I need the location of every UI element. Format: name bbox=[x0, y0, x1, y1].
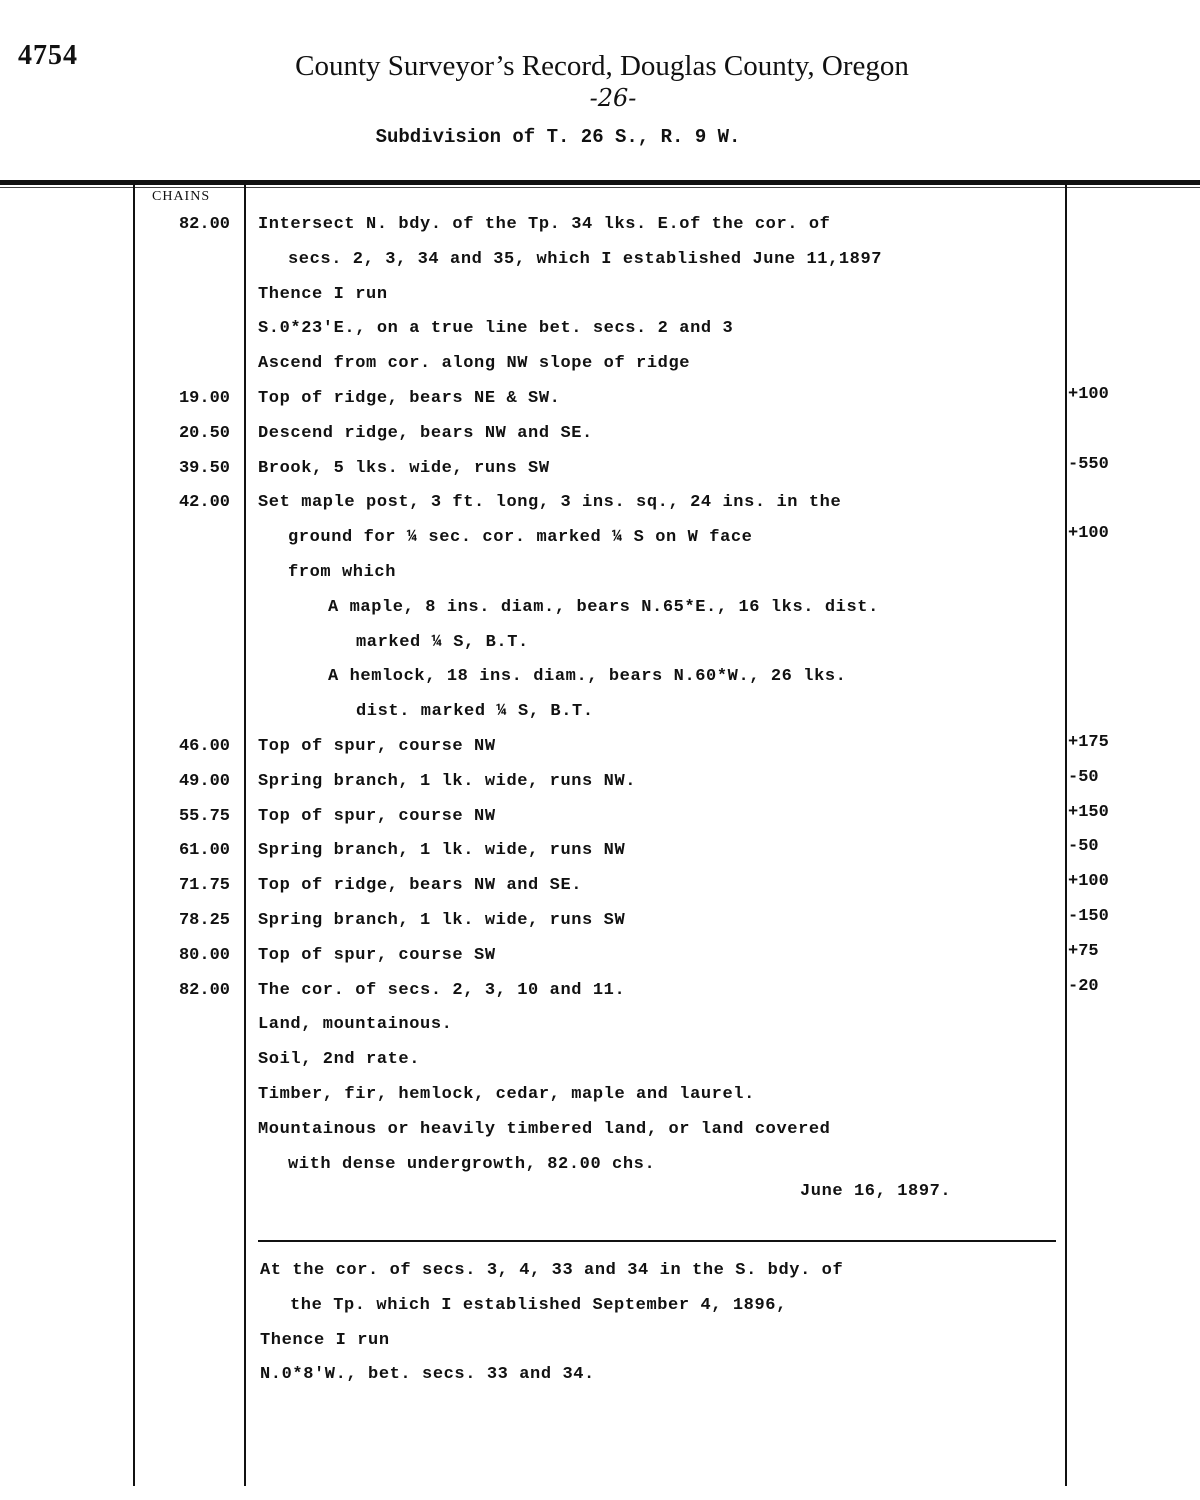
note-row bbox=[0, 1289, 1200, 1323]
note-text: marked ¼ S, B.T. bbox=[356, 632, 529, 652]
note-row bbox=[0, 869, 1200, 903]
note-row bbox=[0, 1254, 1200, 1288]
note-text: Spring branch, 1 lk. wide, runs NW bbox=[258, 841, 626, 861]
chain-distance: 19.00 bbox=[178, 389, 230, 408]
note-text: Thence I run bbox=[260, 1330, 390, 1350]
note-text: from which bbox=[288, 563, 397, 582]
note-row bbox=[0, 521, 1200, 555]
elevation-change: +75 bbox=[1068, 941, 1099, 961]
note-row bbox=[0, 1078, 1200, 1112]
note-text: The cor. of secs. 2, 3, 10 and 11. bbox=[258, 980, 626, 1000]
handwritten-page-number: -26- bbox=[589, 84, 637, 112]
note-text: At the cor. of secs. 3, 4, 33 and 34 in the S. bdy. of bbox=[260, 1261, 844, 1280]
chain-distance: 71.75 bbox=[178, 876, 230, 896]
note-text: Ascend from cor. along NW slope of ridge bbox=[258, 354, 691, 374]
note-row bbox=[0, 243, 1200, 277]
note-row bbox=[0, 1324, 1200, 1358]
note-row bbox=[0, 765, 1200, 799]
elevation-change: +100 bbox=[1068, 872, 1109, 892]
chain-distance: 82.00 bbox=[178, 215, 230, 234]
note-text: Top of spur, course NW bbox=[258, 737, 496, 756]
note-row bbox=[0, 556, 1200, 590]
elevation-change: +175 bbox=[1068, 733, 1109, 752]
note-row bbox=[0, 695, 1200, 729]
note-row bbox=[0, 486, 1200, 520]
chain-distance: 49.00 bbox=[178, 771, 230, 791]
chain-distance: 20.50 bbox=[178, 423, 230, 443]
note-text: with dense undergrowth, 82.00 chs. bbox=[288, 1154, 656, 1174]
note-row bbox=[0, 591, 1200, 625]
note-text: N.0*8'W., bet. secs. 33 and 34. bbox=[260, 1365, 595, 1385]
section-separator bbox=[258, 1240, 1056, 1242]
page-number: 4754 bbox=[18, 40, 78, 71]
chain-distance: 39.50 bbox=[178, 458, 230, 478]
elevation-change: -50 bbox=[1068, 767, 1099, 787]
note-row bbox=[0, 904, 1200, 938]
note-text: Thence I run bbox=[258, 284, 388, 304]
note-text: Top of ridge, bears NE & SW. bbox=[258, 389, 561, 408]
note-row bbox=[0, 626, 1200, 660]
header-rule-thin bbox=[0, 187, 1200, 188]
note-text: Land, mountainous. bbox=[258, 1015, 453, 1035]
note-text: Spring branch, 1 lk. wide, runs SW bbox=[258, 911, 626, 930]
note-row bbox=[0, 939, 1200, 973]
chain-distance: 80.00 bbox=[178, 945, 230, 965]
note-row bbox=[0, 974, 1200, 1008]
note-text: Top of ridge, bears NW and SE. bbox=[258, 876, 583, 896]
note-row bbox=[0, 1008, 1200, 1042]
note-row bbox=[0, 1043, 1200, 1077]
elevation-change: -150 bbox=[1068, 907, 1109, 926]
note-row bbox=[0, 278, 1200, 312]
note-text: Top of spur, course NW bbox=[258, 806, 496, 826]
note-text: the Tp. which I established September 4, 1896, bbox=[290, 1295, 787, 1315]
elevation-change: +100 bbox=[1068, 524, 1109, 544]
note-text: secs. 2, 3, 34 and 35, which I established June 11,1897 bbox=[288, 249, 883, 269]
note-row bbox=[0, 1148, 1200, 1182]
note-row bbox=[0, 730, 1200, 764]
elevation-change: -50 bbox=[1068, 837, 1099, 857]
chain-distance: 82.00 bbox=[178, 980, 230, 1000]
note-row bbox=[0, 452, 1200, 486]
chain-distance: 42.00 bbox=[178, 493, 230, 513]
note-text: Spring branch, 1 lk. wide, runs NW. bbox=[258, 771, 637, 791]
chain-distance: 55.75 bbox=[178, 806, 230, 826]
note-row bbox=[0, 347, 1200, 381]
elevation-change: -20 bbox=[1068, 976, 1099, 996]
chain-distance: 78.25 bbox=[178, 911, 230, 930]
note-text: Set maple post, 3 ft. long, 3 ins. sq., 24 ins. in the bbox=[258, 493, 842, 513]
chains-column-header: CHAINS bbox=[152, 189, 211, 204]
note-text: dist. marked ¼ S, B.T. bbox=[356, 702, 594, 722]
note-text: S.0*23'E., on a true line bet. secs. 2 and 3 bbox=[258, 319, 734, 339]
note-text: Timber, fir, hemlock, cedar, maple and laurel. bbox=[258, 1085, 755, 1104]
elevation-change: +150 bbox=[1068, 802, 1109, 822]
subdivision-title: Subdivision of T. 26 S., R. 9 W. bbox=[375, 126, 741, 148]
note-row bbox=[0, 312, 1200, 346]
entry-date: June 16, 1897. bbox=[800, 1182, 952, 1201]
note-text: Descend ridge, bears NW and SE. bbox=[258, 423, 593, 443]
chain-distance: 61.00 bbox=[178, 841, 230, 861]
note-text: A maple, 8 ins. diam., bears N.65*E., 16 lks. dist. bbox=[328, 597, 879, 617]
elevation-change: +100 bbox=[1068, 385, 1109, 404]
record-title: County Surveyor’s Record, Douglas County, Oregon bbox=[295, 50, 909, 82]
note-row bbox=[0, 1113, 1200, 1147]
note-text: A hemlock, 18 ins. diam., bears N.60*W., 26 lks. bbox=[328, 667, 847, 687]
note-row bbox=[0, 660, 1200, 694]
note-row bbox=[0, 417, 1200, 451]
note-text: Brook, 5 lks. wide, runs SW bbox=[258, 458, 550, 478]
chain-distance: 46.00 bbox=[178, 737, 230, 756]
note-text: Soil, 2nd rate. bbox=[258, 1050, 421, 1070]
note-text: ground for ¼ sec. cor. marked ¼ S on W face bbox=[288, 528, 753, 548]
header-rule bbox=[0, 180, 1200, 185]
note-row bbox=[0, 208, 1200, 242]
elevation-change: -550 bbox=[1068, 454, 1109, 474]
note-row bbox=[0, 800, 1200, 834]
note-text: Top of spur, course SW bbox=[258, 945, 496, 965]
note-row bbox=[0, 834, 1200, 868]
note-row bbox=[0, 382, 1200, 416]
note-text: Intersect N. bdy. of the Tp. 34 lks. E.of the cor. of bbox=[258, 215, 831, 234]
note-row bbox=[0, 1358, 1200, 1392]
note-text: Mountainous or heavily timbered land, or land covered bbox=[258, 1119, 831, 1139]
